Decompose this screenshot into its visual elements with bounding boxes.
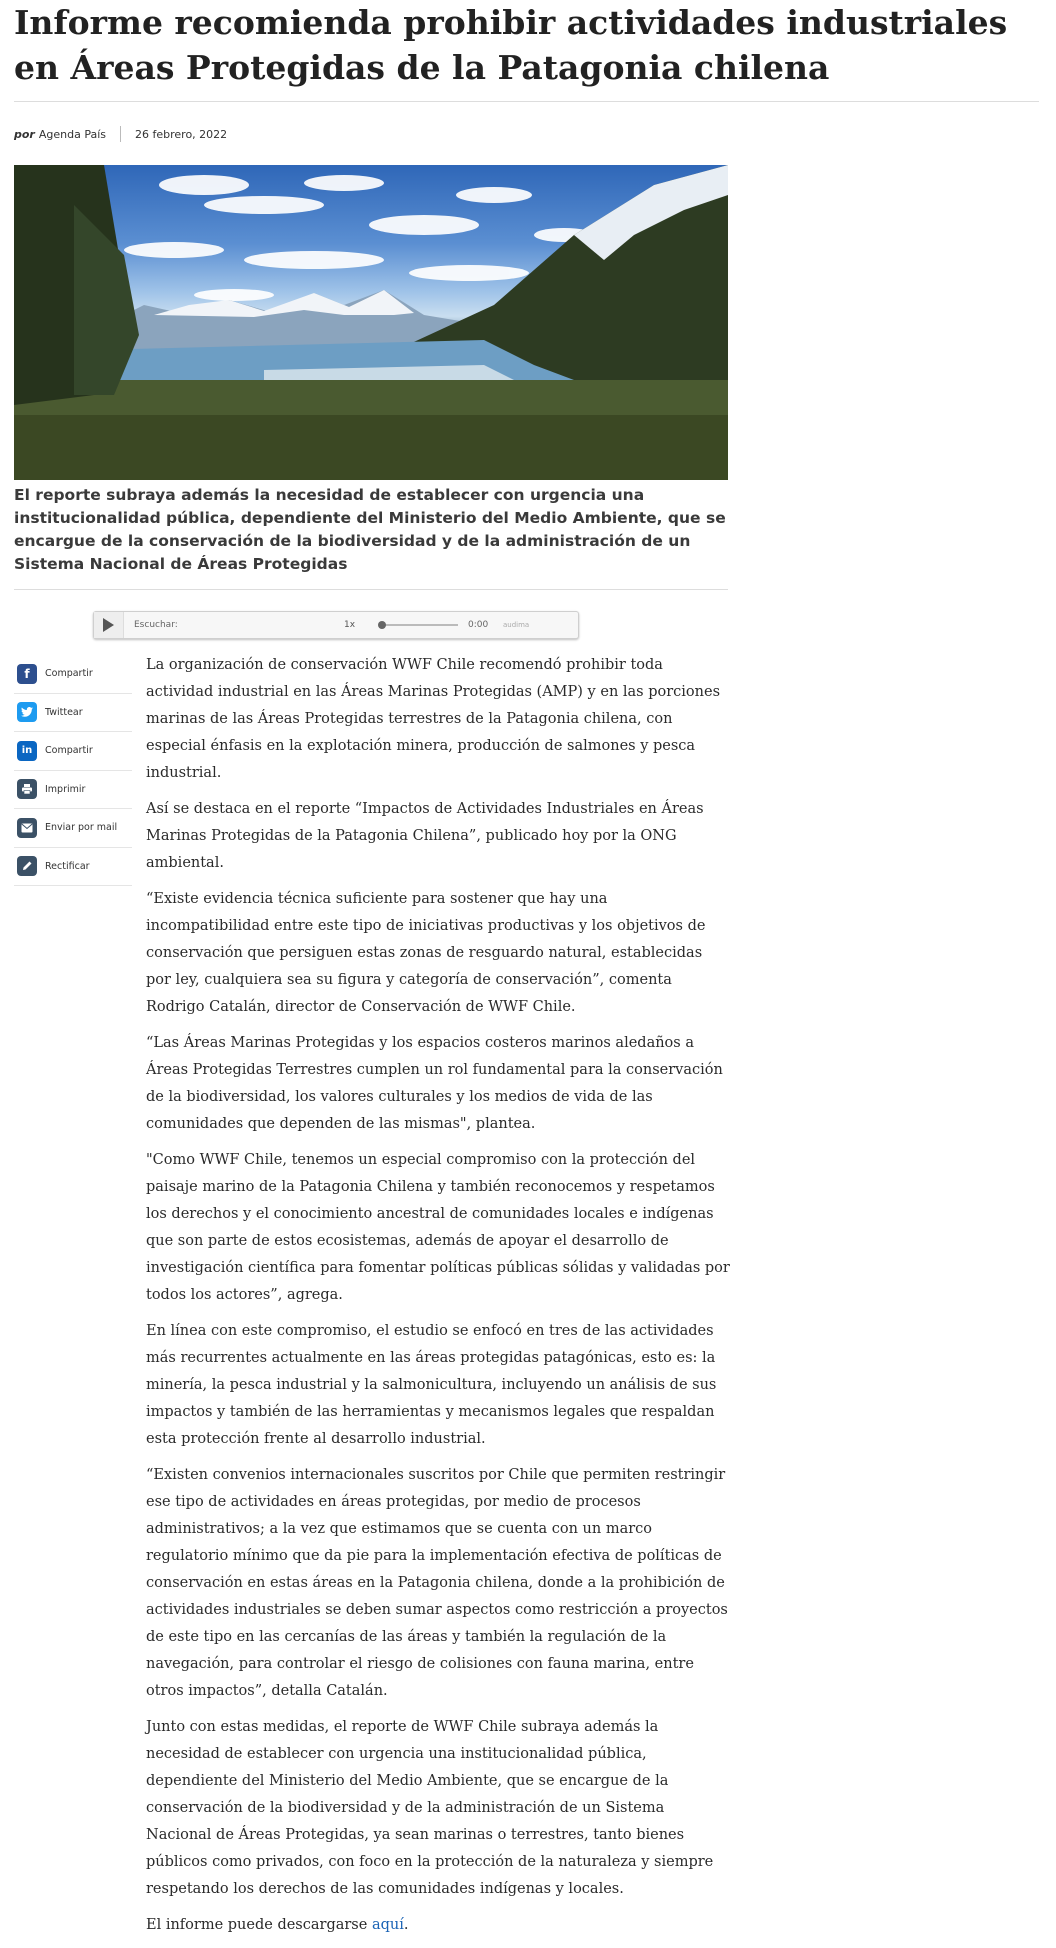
player-label: Escuchar: <box>134 620 178 630</box>
publish-date: 26 febrero, 2022 <box>135 127 228 141</box>
progress-slider[interactable] <box>380 624 458 626</box>
paragraph: La organización de conservación WWF Chile recomendó prohibir toda actividad industrial en las Áreas Marinas Protegidas (AMP) y en las porciones marinas de las Áreas Protegidas terrestres de la Patagonia chilena, con especial énfasis en la explotación minera, producción de salmones y pesca industrial. <box>146 657 721 781</box>
share-label: Twittear <box>45 706 83 718</box>
download-end: . <box>403 1917 409 1933</box>
paragraph: “Existe evidencia técnica suficiente para sostener que hay una incompatibilidad entre este tipo de iniciativas productivas y los objetivos de conservación que persiguen estas zonas de resguardo natural, establecidas por ley, cualquiera sea su figura y categoría de conservación”, comenta Rodrigo Catalán, director de Conservación de WWF Chile. <box>146 891 706 1015</box>
photo-caption: El reporte subraya además la necesidad de establecer con urgencia una institucionalidad pública, dependiente del Ministerio del Medio Ambiente, que se encargue de la conservación de la biodiversidad y de la administración de un Sistema Nacional de Áreas Protegidas <box>14 486 726 573</box>
paragraph: Junto con estas medidas, el reporte de WWF Chile subraya además la necesidad de establecer con urgencia una institucionalidad pública, dependiente del Ministerio del Medio Ambiente, que se encargue de la conservación de la biodiversidad y de la administración de un Sistema Nacional de Áreas Protegidas, ya sean marinas o terrestres, tanto bienes públicos como privados, con foco en la protección de la naturaleza y siempre respetando los derechos de las comunidades indígenas y locales. <box>146 1719 714 1897</box>
player-brand: audima <box>503 621 530 629</box>
share-label: Imprimir <box>45 783 86 795</box>
paragraph: “Las Áreas Marinas Protegidas y los espacios costeros marinos aledaños a Áreas Protegidas Terrestres cumplen un rol fundamental para la conservación de la biodiversidad, los valores culturales y los medios de vida de las comunidades que dependen de las mismas", plantea. <box>146 1035 723 1132</box>
correct-button[interactable] <box>14 848 132 887</box>
paragraph: Así se destaca en el reporte “Impactos de Actividades Industriales en Áreas Marinas Protegidas de la Patagonia Chilena”, publicado hoy por la ONG ambiental. <box>146 801 704 871</box>
share-label: Compartir <box>45 745 93 757</box>
article-title: Informe recomienda prohibir actividades industriales en Áreas Protegidas de la Patagonia chilena <box>14 3 1008 87</box>
share-mail[interactable] <box>14 809 132 848</box>
article-body <box>146 652 730 1948</box>
share-label: Enviar por mail <box>45 822 118 834</box>
paragraph: "Como WWF Chile, tenemos un especial compromiso con la protección del paisaje marino de la Patagonia Chilena y también reconocemos y respetamos los derechos y el conocimiento ancestral de comunidades locales e indígenas que son parte de estos ecosistemas, además de apoyar el desarrollo de investigación científica para fomentar políticas públicas sólidas y validadas por todos los actores”, agrega. <box>146 1152 730 1303</box>
twitter-icon <box>17 702 37 722</box>
article-photo <box>14 165 728 480</box>
play-button[interactable] <box>94 612 124 638</box>
share-twitter[interactable] <box>14 694 132 733</box>
player-time: 0:00 <box>468 620 489 630</box>
share-sidebar <box>14 655 132 886</box>
author-link[interactable]: Agenda País <box>38 127 106 141</box>
paragraph: En línea con este compromiso, el estudio se enfocó en tres de las actividades más recurrentes actualmente en las áreas protegidas patagónicas, esto es: la minería, la pesca industrial y la salmonicultura, incluyendo un análisis de sus impactos y también de las herramientas y mecanismos legales que respaldan esta protección frente al desarrollo industrial. <box>146 1323 717 1447</box>
caption-divider <box>14 589 728 590</box>
progress-knob[interactable] <box>378 621 386 629</box>
paragraph: “Existen convenios internacionales suscritos por Chile que permiten restringir ese tipo de actividades en áreas protegidas, por medio de procesos administrativos; a la vez que estimamos que se cuenta con un marco regulatorio mínimo que da pie para la implementación efectiva de políticas de conservación en estas áreas en la Patagonia chilena, donde a la prohibición de actividades industriales se deben sumar aspectos como restricción a proyectos de este tipo en las cercanías de las áreas y también la regulación de la navegación, para controlar el riesgo de colisiones con fauna marina, entre otros impactos”, detalla Catalán. <box>146 1467 728 1699</box>
byline <box>14 124 227 144</box>
title-divider <box>14 101 1039 102</box>
byline-prefix: por <box>14 127 35 141</box>
share-linkedin[interactable] <box>14 732 132 771</box>
mail-icon <box>17 818 37 838</box>
print-icon <box>17 779 37 799</box>
print-button[interactable] <box>14 771 132 810</box>
edit-icon <box>17 856 37 876</box>
playback-speed[interactable]: 1x <box>344 620 356 630</box>
share-label: Compartir <box>45 668 93 680</box>
download-text: El informe puede descargarse <box>146 1917 372 1933</box>
byline-separator <box>120 126 121 142</box>
facebook-icon: f <box>17 664 37 684</box>
share-facebook[interactable] <box>14 655 132 694</box>
play-icon <box>103 618 114 632</box>
download-link[interactable]: aquí <box>371 1917 404 1933</box>
download-paragraph <box>146 1912 730 1939</box>
audio-player <box>93 611 579 639</box>
share-label: Rectificar <box>45 860 90 872</box>
linkedin-icon: in <box>17 741 37 761</box>
